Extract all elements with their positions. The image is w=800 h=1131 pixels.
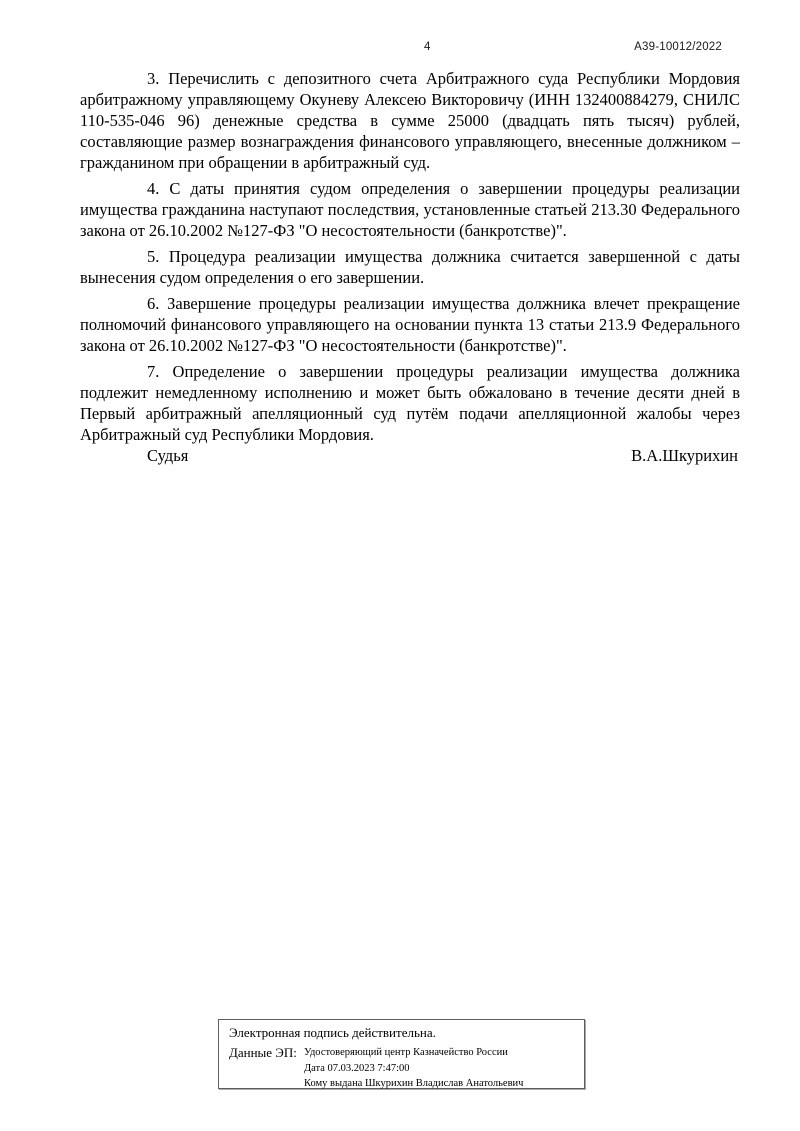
stamp-data-row bbox=[229, 1045, 576, 1092]
stamp-data-label: Данные ЭП: bbox=[229, 1045, 297, 1060]
signature-line bbox=[80, 445, 738, 466]
paragraph-4: 4. С даты принятия судом определения о завершении процедуры реализации имущества гражданина наступают последствия, установленные статьей 213.30 Федерального закона от 26.10.2002 №127-ФЗ "О несостоятельности (банкротстве)". bbox=[80, 179, 740, 240]
stamp-details bbox=[304, 1045, 523, 1092]
page-number: 4 bbox=[424, 41, 431, 53]
stamp-validity-text: Электронная подпись действительна. bbox=[229, 1025, 436, 1040]
stamp-detail-issued-to: Кому выдана Шкурихин Владислав Анатольевич bbox=[304, 1078, 524, 1089]
paragraph-6: 6. Завершение процедуры реализации имущества должника влечет прекращение полномочий финансового управляющего на основании пункта 13 статьи 213.9 Федерального закона от 26.10.2002 №127-ФЗ "О несостоятельности (банкротстве)". bbox=[80, 294, 740, 355]
paragraph-3: 3. Перечислить с депозитного счета Арбитражного суда Республики Мордовия арбитражному управляющему Окуневу Алексею Викторовичу (ИНН 132400884279, СНИЛС 110-535-046 96) денежные средства в сумме 25000 (двадцать пять тысяч) рублей, составляющие размер вознаграждения финансового управляющего, внесенные должником – гражданином при обращении в арбитражный суд. bbox=[80, 69, 740, 172]
signature-role: Судья bbox=[147, 446, 189, 465]
paragraph-7: 7. Определение о завершении процедуры реализации имущества должника подлежит немедленному исполнению и может быть обжаловано в течение десяти дней в Первый арбитражный апелляционный суд путём подачи апелляционной жалобы через Арбитражный суд Республики Мордовия. bbox=[80, 362, 740, 444]
case-number: А39-10012/2022 bbox=[634, 41, 722, 53]
paragraph-5: 5. Процедура реализации имущества должника считается завершенной с даты вынесения судом определения о его завершении. bbox=[80, 247, 740, 287]
stamp-detail-authority: Удостоверяющий центр Казначейство России bbox=[304, 1047, 508, 1058]
electronic-signature-stamp bbox=[218, 1019, 585, 1089]
document-body bbox=[80, 68, 740, 450]
stamp-detail-date: Дата 07.03.2023 7:47:00 bbox=[304, 1062, 410, 1074]
signature-name: В.А.Шкурихин bbox=[631, 446, 738, 465]
